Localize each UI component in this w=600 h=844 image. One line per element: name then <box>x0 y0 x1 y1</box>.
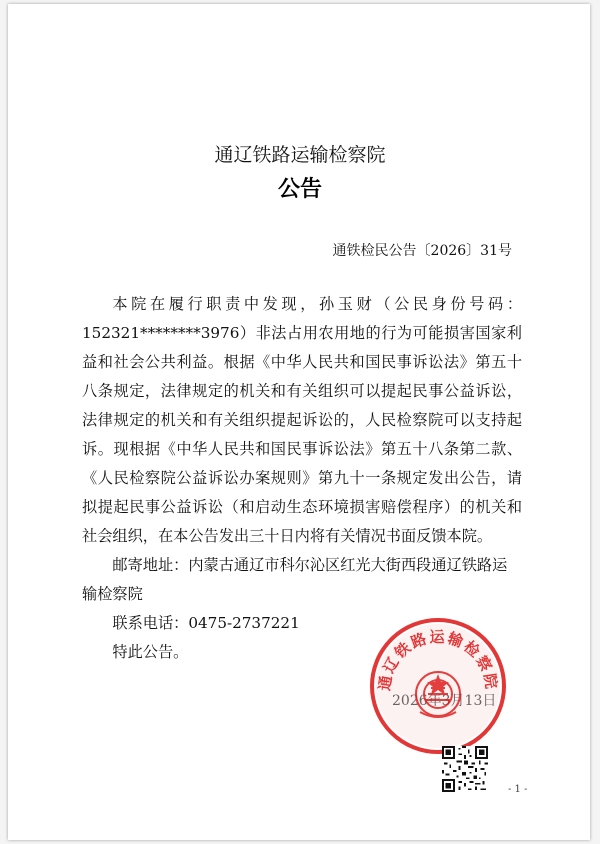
qr-code <box>442 746 488 792</box>
official-seal <box>368 616 508 756</box>
mailing-address: 邮寄地址：内蒙古通辽市科尔沁区红光大街西段通辽铁路运输检察院 <box>82 556 508 603</box>
main-paragraph: 本院在履行职责中发现，孙玉财（公民身份号码：152321********3976）非法占用农用地的行为可能损害国家利益和社会公共利益。根据《中华人民共和国民事诉讼法》第五十八条规定，法律规定的机关和有关组织可以提起民事公益诉讼，法律规定的机关和有关组织提起诉讼的，人民检察院可以支持起诉。现根据《中华人民共和国民事诉讼法》第五十八条第二款、《人民检察院公益诉讼办案规则》第九十一条规定发出公告，请拟提起民事公益诉讼（和启动生态环境损害赔偿程序）的机关和社会组织，在本公告发出三十日内将有关情况书面反馈本院。 <box>82 295 522 545</box>
page-number: - 1 - <box>508 784 528 795</box>
document-body <box>82 290 522 667</box>
closing-statement: 特此公告。 <box>112 643 189 661</box>
document-title: 公告 <box>277 177 322 202</box>
document-number: 通铁检民公告〔2026〕31号 <box>332 243 512 259</box>
organization-name: 通辽铁路运输检察院 <box>214 144 386 166</box>
contact-phone: 联系电话：0475-2737221 <box>112 614 300 632</box>
seal-text: 通辽铁路运输检察院 <box>375 628 501 692</box>
